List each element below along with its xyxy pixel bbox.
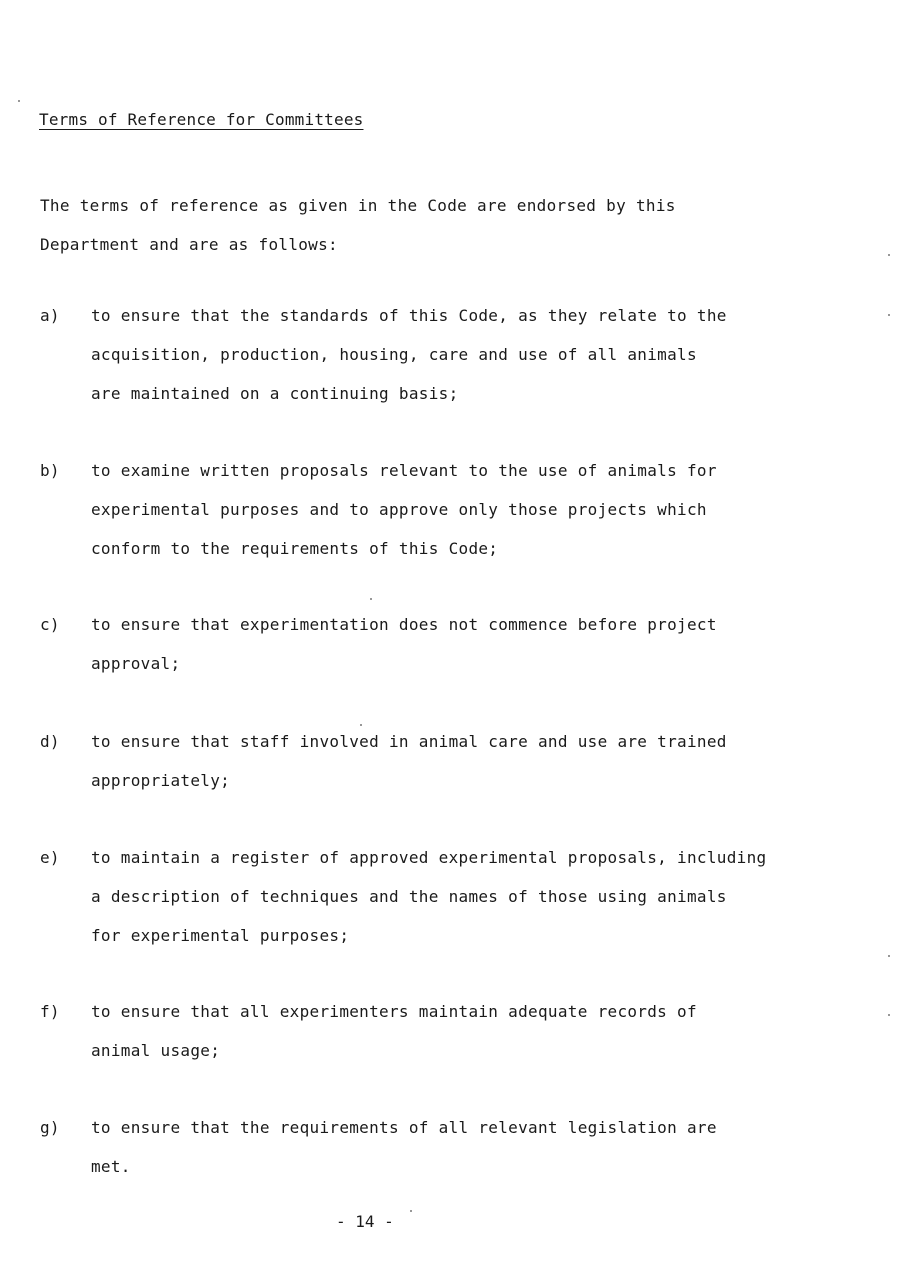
- list-marker: b): [40, 461, 60, 480]
- list-marker: f): [40, 1002, 60, 1021]
- item-line: conform to the requirements of this Code;: [91, 539, 499, 558]
- item-line: to ensure that all experimenters maintain adequate records of: [91, 1002, 697, 1021]
- scan-speck: [18, 100, 20, 102]
- item-line: to ensure that the standards of this Code, as they relate to the: [91, 306, 727, 325]
- scan-speck: [888, 1014, 890, 1016]
- list-item-b: [40, 451, 800, 568]
- scan-speck: [888, 955, 890, 957]
- list-item-g: [40, 1108, 800, 1186]
- item-line: to ensure that staff involved in animal care and use are trained: [91, 732, 727, 751]
- section-title: Terms of Reference for Committees: [39, 110, 364, 129]
- item-line: to ensure that experimentation does not commence before project: [91, 615, 717, 634]
- scan-speck: [888, 254, 890, 256]
- list-item-a: [40, 296, 800, 413]
- list-item-c: [40, 605, 800, 683]
- intro-paragraph: [40, 186, 760, 264]
- list-marker: g): [40, 1118, 60, 1137]
- item-line: met.: [91, 1157, 131, 1176]
- item-line: acquisition, production, housing, care and use of all animals: [91, 345, 697, 364]
- item-line: for experimental purposes;: [91, 926, 350, 945]
- item-line: to examine written proposals relevant to the use of animals for: [91, 461, 717, 480]
- page-number: - 14 -: [336, 1212, 394, 1231]
- list-marker: c): [40, 615, 60, 634]
- list-item-e: [40, 838, 800, 955]
- item-line: a description of techniques and the names of those using animals: [91, 887, 727, 906]
- list-marker: d): [40, 732, 60, 751]
- item-line: appropriately;: [91, 771, 231, 790]
- item-line: to maintain a register of approved experimental proposals, including: [91, 848, 767, 867]
- item-line: experimental purposes and to approve only those projects which: [91, 500, 707, 519]
- item-line: approval;: [91, 654, 181, 673]
- item-line: animal usage;: [91, 1041, 221, 1060]
- scan-speck: [410, 1210, 412, 1212]
- list-item-d: [40, 722, 800, 800]
- intro-line: The terms of reference as given in the Code are endorsed by this: [40, 196, 676, 215]
- list-item-f: [40, 992, 800, 1070]
- scan-speck: [370, 598, 372, 600]
- scan-speck: [360, 724, 362, 726]
- item-line: are maintained on a continuing basis;: [91, 384, 459, 403]
- item-line: to ensure that the requirements of all relevant legislation are: [91, 1118, 717, 1137]
- intro-line: Department and are as follows:: [40, 235, 338, 254]
- list-marker: e): [40, 848, 60, 867]
- scan-speck: [888, 314, 890, 316]
- list-marker: a): [40, 306, 60, 325]
